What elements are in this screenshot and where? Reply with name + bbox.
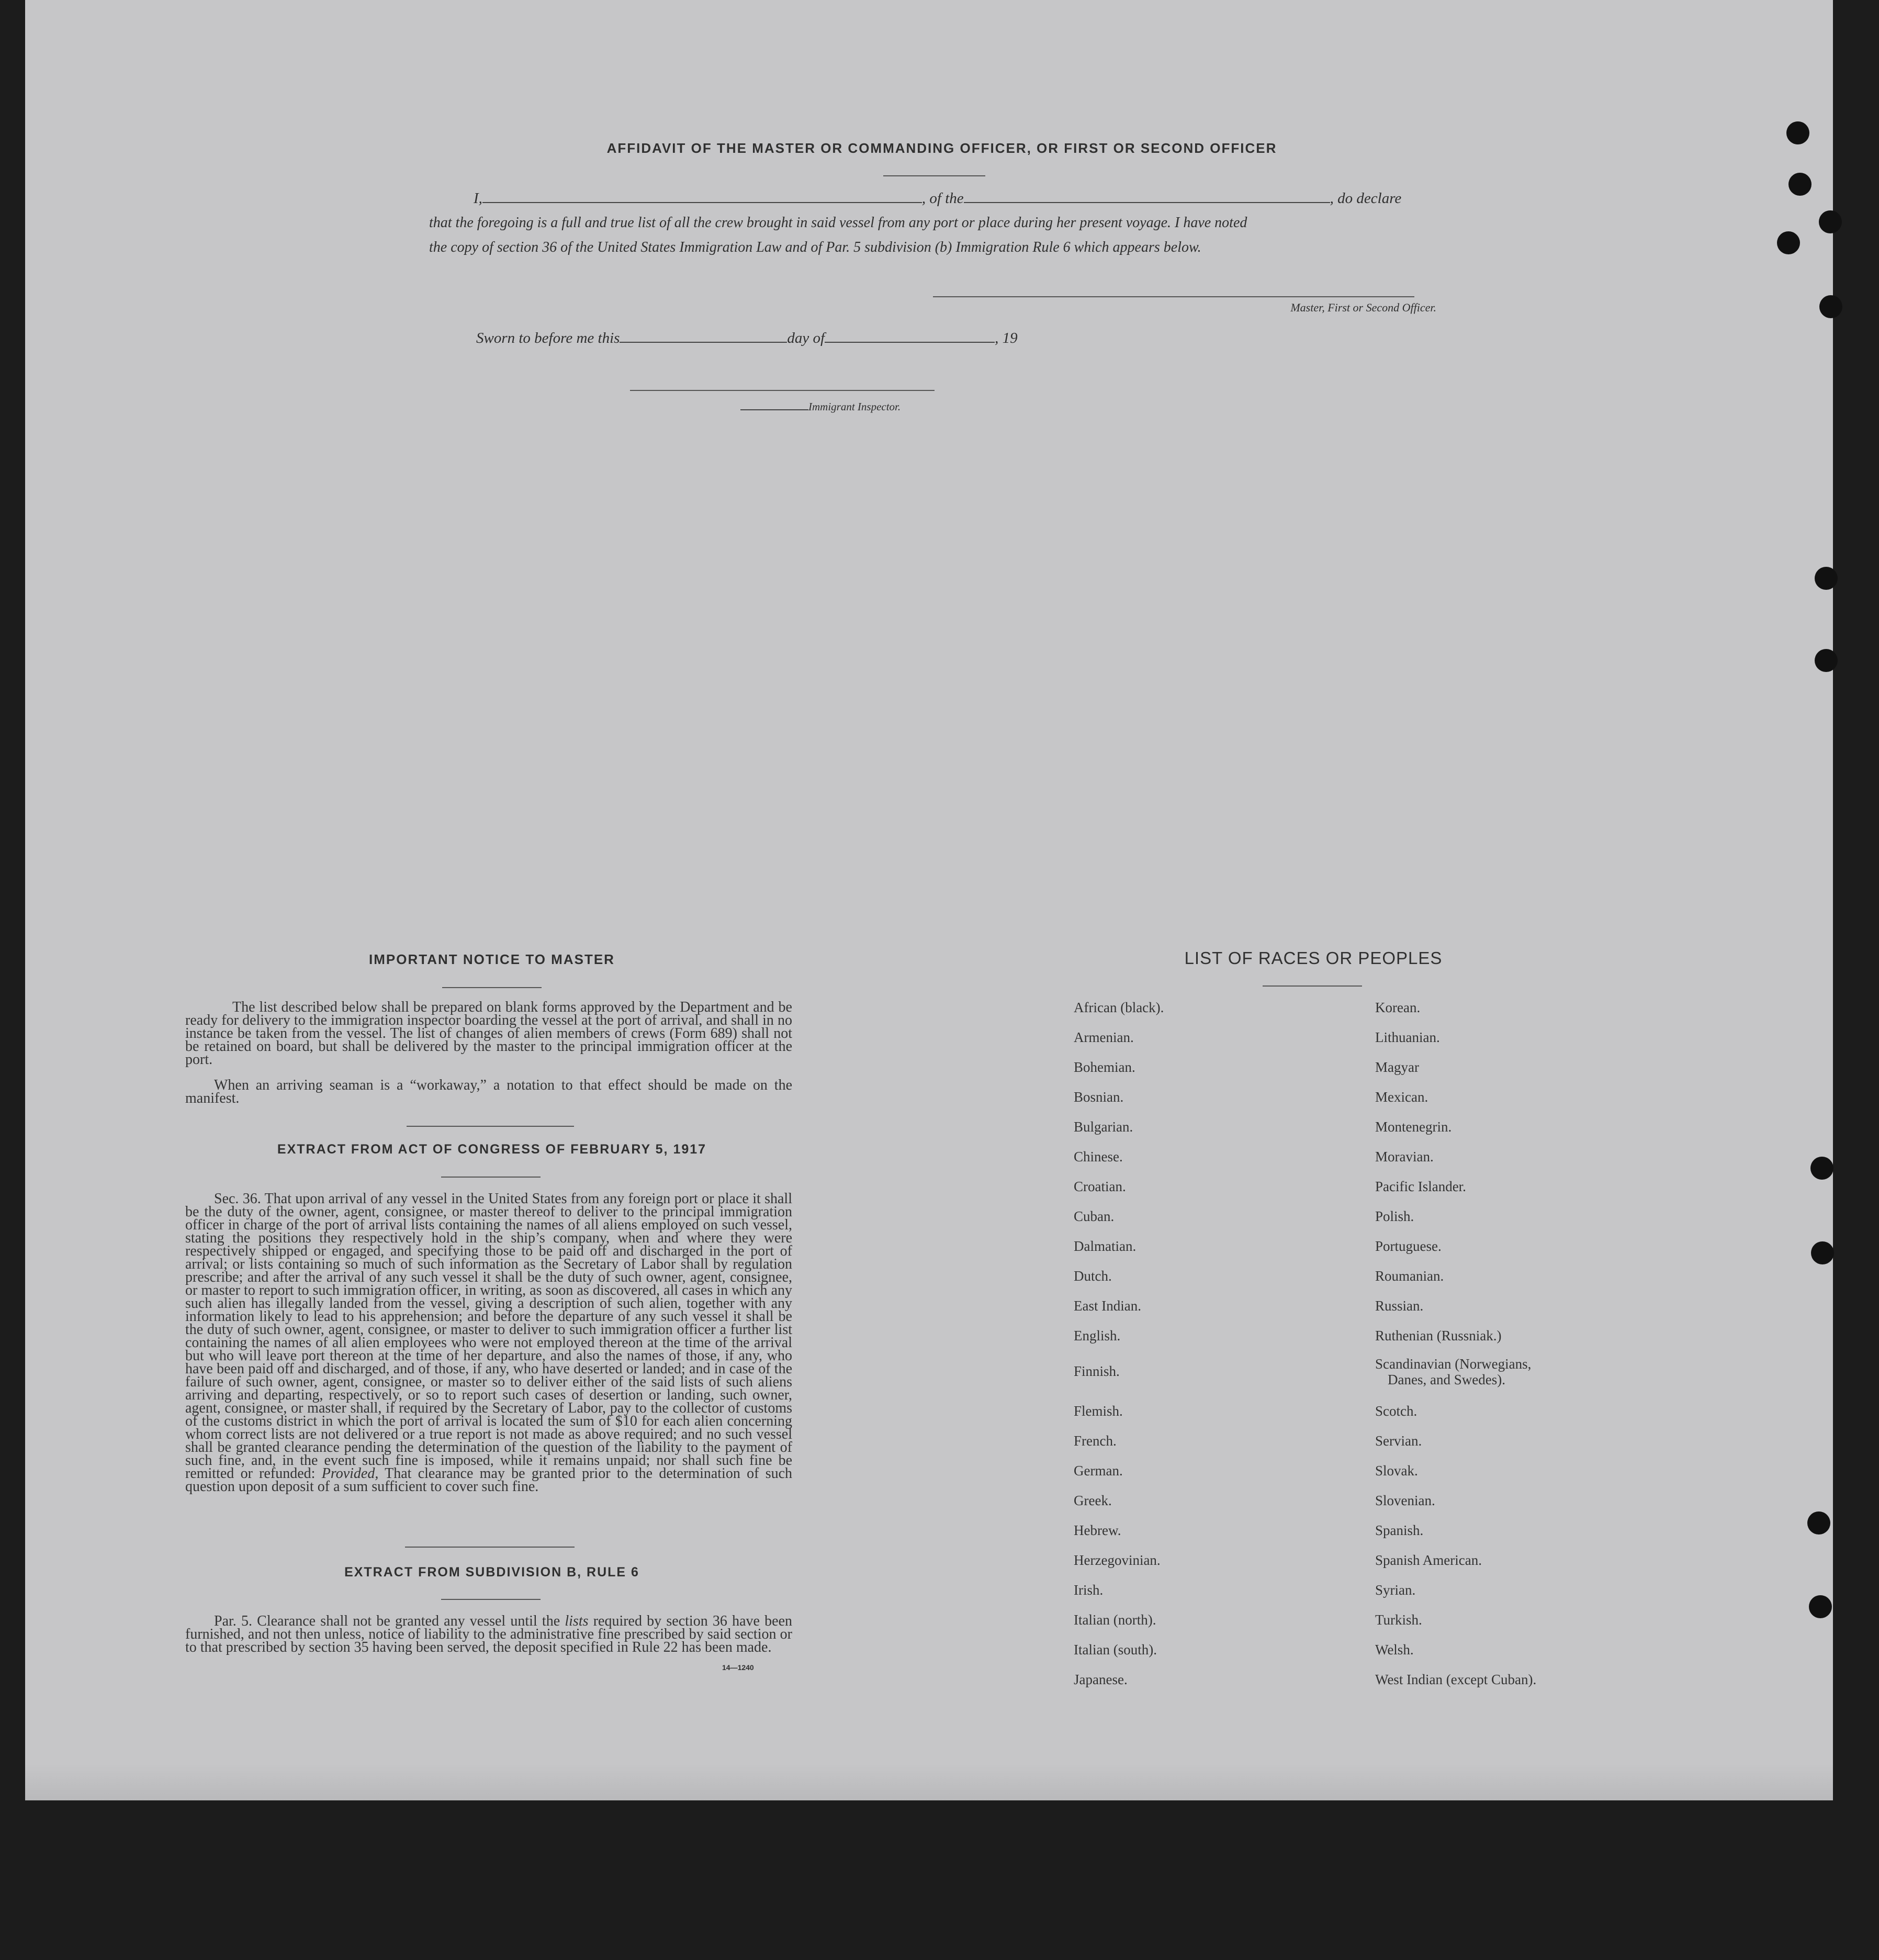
divider — [1263, 985, 1362, 987]
race-item: French. — [1074, 1433, 1117, 1449]
race-item: Russian. — [1375, 1298, 1424, 1314]
race-item: German. — [1074, 1463, 1123, 1479]
race-item: Pacific Islander. — [1375, 1179, 1466, 1194]
races-title: LIST OF RACES OR PEOPLES — [1184, 948, 1443, 968]
rule-text-b: required by section 36 have been furnished, and not then unless, notice of liability to the administrative fine prescribed by said section or to that prescribed by section 35 having been served, the deposit specified in Rule 22 has been made. — [185, 1613, 793, 1655]
race-item: Slovak. — [1375, 1463, 1418, 1479]
divider — [442, 987, 542, 988]
section-body-b: That clearance may be granted prior to the determination of such question upon deposit of a sum sufficient to cover such fine. — [185, 1465, 793, 1495]
sworn-label: Sworn to before me this — [476, 330, 620, 346]
race-item: Herzegovinian. — [1074, 1552, 1161, 1568]
inspector-label: Immigrant Inspector. — [808, 400, 901, 413]
race-item: Turkish. — [1375, 1612, 1422, 1628]
race-item: Magyar — [1375, 1059, 1419, 1075]
section-body-a: That upon arrival of any vessel in the United States from any foreign port or place it shall be the duty of the owner, agent, consignee, or master thereof to deliver to the principal immigration officer in charge of the port of arrival lists containing the names of all aliens employed on such vessel, stating the positions they respectively hold in the ship’s company, when and where they were respectively shipped or engaged, and specifying those to be paid off and discharged in the port of arrival; or lists containing so much of such information as the Secretary of Labor shall by regulation prescribe; and after the arrival of any such vessel it shall be the duty of such owner, agent, consignee, or master to report to such immigration officer, in writing, as soon as discovered, all cases in which any such alien has illegally landed from the vessel, giving a description of such alien, together with any information likely to lead to his apprehension; and before the departure of any such vessel it shall be the duty of such owner, agent, consignee, or master to deliver to such immigration officer a further list containing the names of all alien employees who were not employed thereon at the time of the arrival but who will leave port thereon at the time of her departure, and also the names of those, if any, who have been paid off and discharged, and of those, if any, who have deserted or landed; and in case of the failure of such owner, agent, consignee, or master so to deliver either of the said lists of such aliens arriving and departing, respectively, or so to report such cases of desertion or landing, such owner, agent, consignee, or master shall, if required by the Secretary of Labor, pay to the collector of customs of the customs district in which the port of arrival is located the sum of $10 for each alien concerning whom correct lists are not delivered or a true report is not made as above required; and no such vessel shall be granted clearance pending the determination of the question of the liability to the payment of such fine, and, in the event such fine is imposed, while it remains unpaid; nor shall such fine be remitted or refunded: — [185, 1191, 792, 1482]
race-item: Syrian. — [1375, 1582, 1416, 1598]
affidavit-line1 — [474, 190, 1401, 207]
races-right-column — [1375, 997, 1536, 1699]
rule-title: EXTRACT FROM SUBDIVISION B, RULE 6 — [344, 1565, 639, 1580]
sworn-line — [476, 330, 1018, 347]
race-item: Korean. — [1375, 1000, 1421, 1015]
race-item: Irish. — [1074, 1582, 1104, 1598]
race-item: Mexican. — [1375, 1089, 1428, 1105]
form-number: 14—1240 — [722, 1663, 754, 1672]
race-item: Dalmatian. — [1074, 1238, 1137, 1254]
binder-hole — [1815, 567, 1838, 590]
race-item: Spanish. — [1375, 1522, 1424, 1538]
year-label: , 19 — [995, 330, 1018, 346]
divider — [441, 1177, 541, 1178]
race-item: Flemish. — [1074, 1403, 1123, 1419]
race-item: Roumanian. — [1375, 1268, 1444, 1284]
divider — [405, 1547, 575, 1548]
master-signature-line — [933, 296, 1414, 297]
race-item: Croatian. — [1074, 1179, 1126, 1194]
race-item: Chinese. — [1074, 1149, 1123, 1164]
binder-hole — [1819, 295, 1842, 318]
race-item: Bohemian. — [1074, 1059, 1135, 1075]
name-blank — [482, 201, 922, 203]
binder-hole — [1811, 1241, 1834, 1264]
vessel-blank — [964, 201, 1330, 203]
race-item: Armenian. — [1074, 1029, 1134, 1045]
race-item: Polish. — [1375, 1208, 1414, 1224]
binder-hole — [1815, 649, 1838, 672]
binder-hole — [1786, 121, 1809, 144]
race-item — [1375, 1355, 1536, 1401]
divider — [441, 1599, 541, 1600]
document-page — [25, 0, 1833, 1800]
divider — [407, 1126, 574, 1127]
binder-hole — [1788, 173, 1812, 196]
binder-hole — [1819, 210, 1842, 233]
binder-hole — [1810, 1157, 1833, 1180]
race-item: Italian (north). — [1074, 1612, 1156, 1628]
race-item: Bulgarian. — [1074, 1119, 1133, 1135]
i-label: I, — [474, 190, 482, 207]
race-item: Ruthenian (Russniak.) — [1375, 1328, 1502, 1343]
race-item: Welsh. — [1375, 1642, 1414, 1657]
divider — [883, 175, 985, 176]
race-item — [1074, 1355, 1164, 1401]
race-item: West Indian (except Cuban). — [1375, 1672, 1537, 1687]
inspector-signature-line — [630, 390, 935, 391]
of-the-label: , of the — [921, 190, 964, 207]
race-item: Bosnian. — [1074, 1089, 1124, 1105]
race-item-text: Finnish. — [1074, 1363, 1120, 1379]
race-item: Greek. — [1074, 1493, 1112, 1508]
notice-para-1: The list described below shall be prepared on blank forms approved by the Department and be ready for delivery to the immigration inspector boarding the vessel at the port of arrival, and shall in no instance be taken from the vessel. The list of changes of alien members of crews (Form 689) shall not be retained on board, but shall be delivered by the master to the principal immigration officer at the port. — [185, 999, 792, 1068]
inspector-line — [740, 400, 901, 413]
section-label: Sec. 36. — [214, 1191, 261, 1207]
race-item-line: Scandinavian (Norwegians, — [1375, 1356, 1532, 1372]
race-item: African (black). — [1074, 1000, 1164, 1015]
inspector-blank — [740, 409, 808, 410]
day-of-label: day of — [787, 330, 825, 346]
race-item: English. — [1074, 1328, 1121, 1343]
binder-hole — [1777, 231, 1800, 254]
race-item: Lithuanian. — [1375, 1029, 1440, 1045]
race-item: Servian. — [1375, 1433, 1422, 1449]
race-item: Portuguese. — [1375, 1238, 1442, 1254]
binder-hole — [1809, 1595, 1832, 1618]
affidavit-title: AFFIDAVIT OF THE MASTER OR COMMANDING OFFICER, OR FIRST OR SECOND OFFICER — [606, 140, 1277, 156]
rule-text-a: Par. 5. Clearance shall not be granted any vessel until the — [214, 1613, 560, 1629]
notice-title: IMPORTANT NOTICE TO MASTER — [369, 951, 615, 967]
race-item: Scotch. — [1375, 1403, 1417, 1419]
race-item: Spanish American. — [1375, 1552, 1482, 1568]
race-item: Hebrew. — [1074, 1522, 1121, 1538]
act-title: EXTRACT FROM ACT OF CONGRESS OF FEBRUARY 5, 1917 — [277, 1142, 707, 1157]
month-blank — [825, 341, 995, 343]
affidavit-line2: that the foregoing is a full and true list of all the crew brought in said vessel from any port or place during her present voyage. I have noted — [429, 215, 1247, 231]
act-section-text — [185, 1192, 792, 1493]
lists-word: lists — [565, 1613, 589, 1629]
race-item: Montenegrin. — [1375, 1119, 1452, 1135]
race-item: East Indian. — [1074, 1298, 1141, 1314]
provided-word: Provided, — [321, 1465, 379, 1482]
notice-para-2: When an arriving seaman is a “workaway,” a notation to that effect should be made on the manifest. — [185, 1077, 792, 1106]
declare-label: , do declare — [1330, 190, 1402, 207]
race-item: Moravian. — [1375, 1149, 1434, 1164]
master-signature-label: Master, First or Second Officer. — [1290, 301, 1436, 314]
affidavit-line3: the copy of section 36 of the United States Immigration Law and of Par. 5 subdivision (b) Immigration Rule 6 which appears below. — [429, 239, 1201, 255]
race-item: Italian (south). — [1074, 1642, 1157, 1657]
race-item: Japanese. — [1074, 1672, 1128, 1687]
rule-text — [185, 1615, 792, 1654]
race-item-line: Danes, and Swedes). — [1388, 1372, 1505, 1387]
day-blank — [620, 341, 787, 343]
race-item: Cuban. — [1074, 1208, 1115, 1224]
races-left-column — [1074, 997, 1164, 1699]
race-item: Slovenian. — [1375, 1493, 1435, 1508]
binder-hole — [1807, 1511, 1830, 1535]
race-item: Dutch. — [1074, 1268, 1112, 1284]
